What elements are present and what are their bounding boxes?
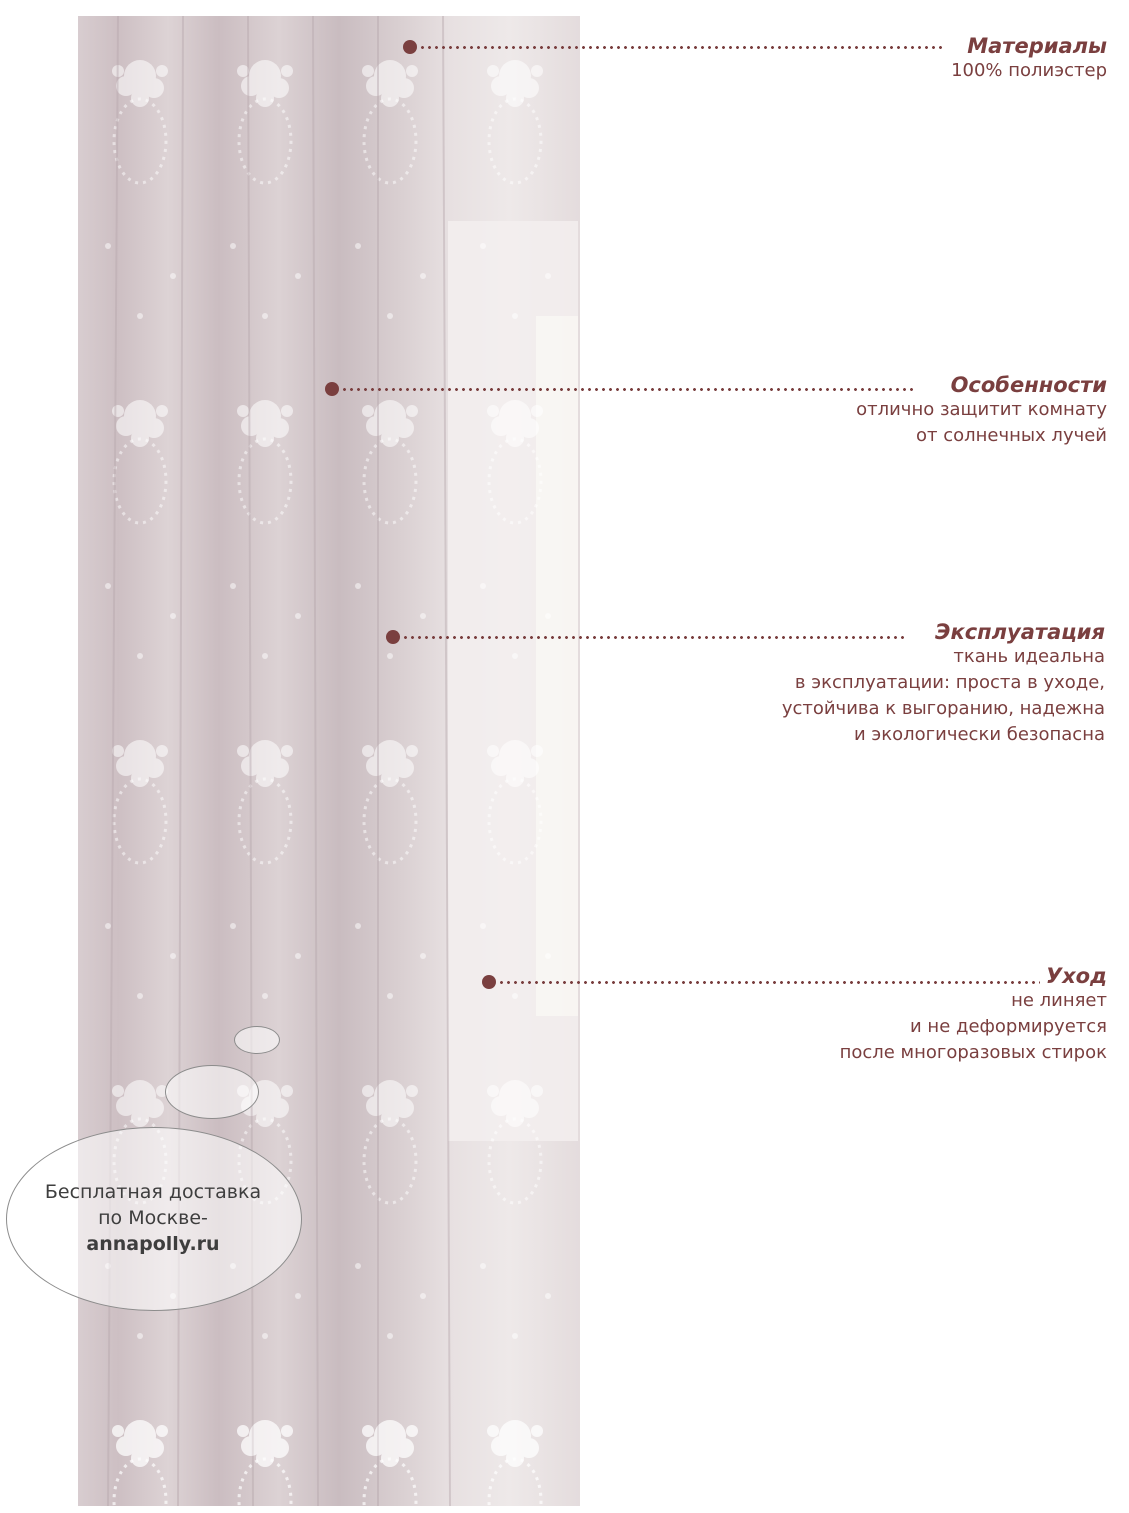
annotation-desc: ткань идеальна в эксплуатации: проста в уходе, устойчива к выгоранию, надежна и экологически безопасна [781, 646, 1105, 745]
dotted-line [341, 388, 917, 391]
badge-site-link[interactable]: annapolly.ru [86, 1233, 220, 1255]
delivery-badge[interactable] [6, 1127, 300, 1309]
thought-bubble-small [234, 1026, 280, 1054]
annotation-title: Особенности [950, 373, 1107, 397]
marker-dot [325, 382, 339, 396]
annotation-care [840, 964, 1107, 1066]
annotation-desc: не линяет и не деформируется после многоразовых стирок [839, 990, 1107, 1063]
annotation-features [856, 373, 1107, 449]
leader-materials [403, 40, 943, 52]
annotation-title: Уход [1045, 964, 1107, 988]
annotation-title: Эксплуатация [935, 620, 1105, 644]
annotation-usage [782, 620, 1105, 748]
badge-line-1: Бесплатная доставка [44, 1181, 262, 1203]
marker-dot [386, 630, 400, 644]
leader-features [325, 382, 917, 394]
dotted-line [419, 46, 943, 49]
marker-dot [482, 975, 496, 989]
annotation-desc: 100% полиэстер [951, 60, 1107, 81]
thought-bubble-medium [165, 1065, 259, 1119]
marker-dot [403, 40, 417, 54]
annotation-title: Материалы [967, 34, 1107, 58]
badge-line-2: по Москве- [98, 1207, 208, 1229]
annotation-materials [951, 34, 1107, 84]
annotation-desc: отлично защитит комнату от солнечных лучей [856, 399, 1107, 446]
